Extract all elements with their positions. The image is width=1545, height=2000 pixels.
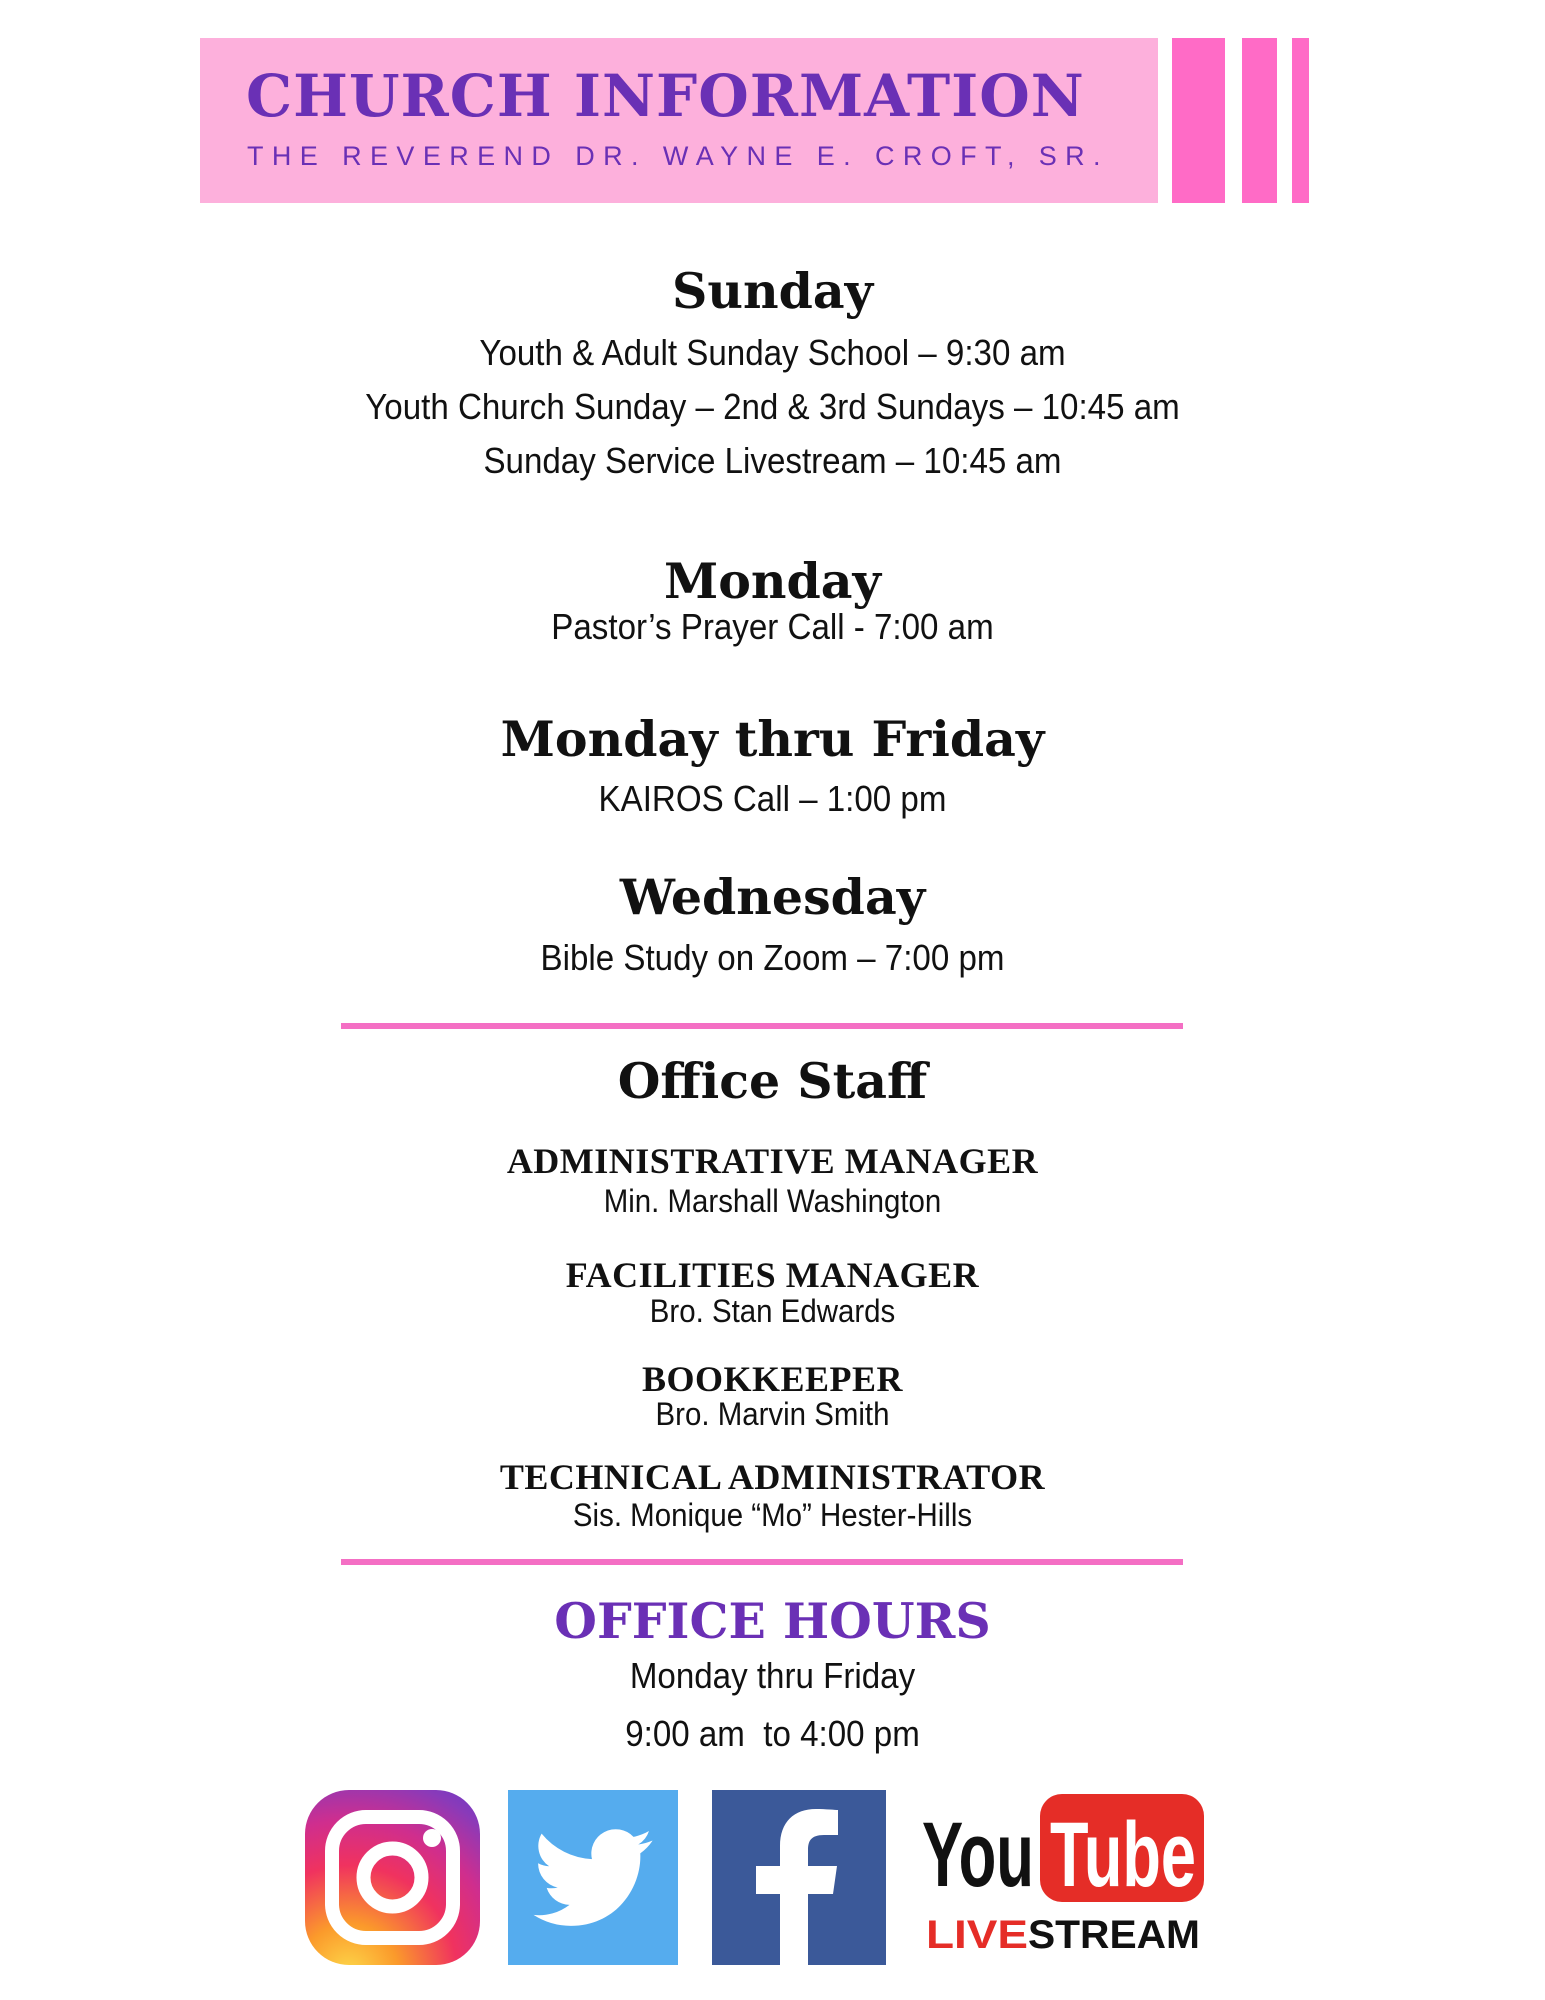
- schedule-day-heading: Sunday: [671, 262, 874, 320]
- office-hours-time: 9:00 am to 4:00 pm: [625, 1713, 920, 1754]
- staff-role: ADMINISTRATIVE MANAGER: [506, 1141, 1039, 1181]
- staff-role: TECHNICAL ADMINISTRATOR: [499, 1457, 1046, 1497]
- schedule-item: Sunday Service Livestream – 10:45 am: [483, 440, 1062, 481]
- decorative-stripe: [1172, 38, 1225, 203]
- youtube-livestream-logo[interactable]: [918, 1790, 1208, 1965]
- staff-role: BOOKKEEPER: [641, 1359, 904, 1399]
- section-divider: [341, 1559, 1183, 1565]
- schedule-day-heading: Monday: [663, 552, 882, 610]
- facebook-icon[interactable]: [712, 1790, 886, 1965]
- schedule-item: Bible Study on Zoom – 7:00 pm: [540, 937, 1005, 978]
- schedule-day-heading: Wednesday: [619, 868, 926, 926]
- twitter-icon[interactable]: [508, 1790, 678, 1965]
- schedule-item: KAIROS Call – 1:00 pm: [598, 778, 947, 819]
- schedule-item: Youth & Adult Sunday School – 9:30 am: [479, 332, 1066, 373]
- schedule-item: Pastor’s Prayer Call - 7:00 am: [551, 606, 994, 647]
- instagram-icon[interactable]: [305, 1790, 480, 1965]
- livestream-live-text: LIVE: [926, 1913, 1028, 1957]
- section-divider: [341, 1023, 1183, 1029]
- decorative-stripe: [1242, 38, 1277, 203]
- page-subtitle: THE REVEREND DR. WAYNE E. CROFT, SR.: [247, 141, 1109, 171]
- decorative-stripe: [1292, 38, 1309, 203]
- office-hours-days: Monday thru Friday: [629, 1655, 916, 1696]
- page-title: CHURCH INFORMATION: [246, 62, 1085, 130]
- livestream-stream-text: STREAM: [1028, 1913, 1200, 1957]
- office-staff-heading: Office Staff: [617, 1052, 928, 1110]
- schedule-item: Youth Church Sunday – 2nd & 3rd Sundays – 10:45 am: [365, 386, 1180, 427]
- youtube-tube-text: Tube: [1050, 1804, 1196, 1906]
- office-hours-heading: OFFICE HOURS: [554, 1592, 991, 1650]
- staff-role: FACILITIES MANAGER: [565, 1255, 980, 1295]
- staff-name: Sis. Monique “Mo” Hester-Hills: [572, 1497, 973, 1533]
- staff-name: Min. Marshall Washington: [603, 1183, 942, 1219]
- schedule-day-heading: Monday thru Friday: [500, 710, 1045, 768]
- youtube-you-text: You: [922, 1804, 1034, 1906]
- staff-name: Bro. Marvin Smith: [655, 1396, 890, 1432]
- staff-name: Bro. Stan Edwards: [649, 1293, 896, 1329]
